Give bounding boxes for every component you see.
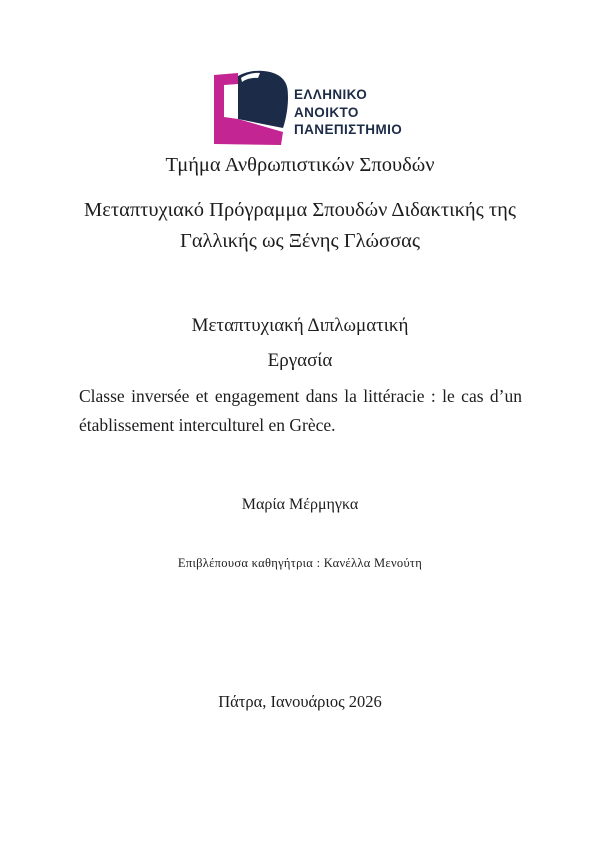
open-book-logo-icon [214, 69, 288, 145]
thesis-type [0, 308, 600, 378]
place-and-date: Πάτρα, Ιανουάριος 2026 [218, 692, 382, 711]
program-title [75, 195, 525, 257]
university-name [294, 86, 402, 139]
thesis-title-french [79, 382, 522, 439]
program-title-line2: Γαλλικής ως Ξένης Γλώσσας [179, 230, 421, 252]
thesis-type-line2: Εργασία [267, 350, 333, 371]
thesis-type-line1: Μεταπτυχιακή Διπλωματική [191, 315, 409, 336]
thesis-title-line1: Classe inversée et engagement dans la littéracie : le cas d’un [79, 386, 522, 406]
university-name-line: ΕΛΛΗΝΙΚΟ [294, 87, 368, 102]
university-logo [214, 69, 402, 145]
supervisor-line: Επιβλέπουσα καθηγήτρια : Κανέλλα Μενούτη [177, 556, 423, 570]
university-name-line: ΑΝΟΙΚΤΟ [294, 104, 359, 120]
department-title: Τμήμα Ανθρωπιστικών Σπουδών [165, 154, 435, 176]
university-name-line: ΠΑΝΕΠΙΣΤΗΜΙΟ [294, 122, 403, 137]
author-name: Μαρία Μέρμηγκα [241, 496, 359, 513]
thesis-title-line2: établissement interculturel en Grèce. [79, 414, 336, 435]
program-title-line1: Μεταπτυχιακό Πρόγραμμα Σπουδών Διδακτικής της [84, 199, 516, 221]
